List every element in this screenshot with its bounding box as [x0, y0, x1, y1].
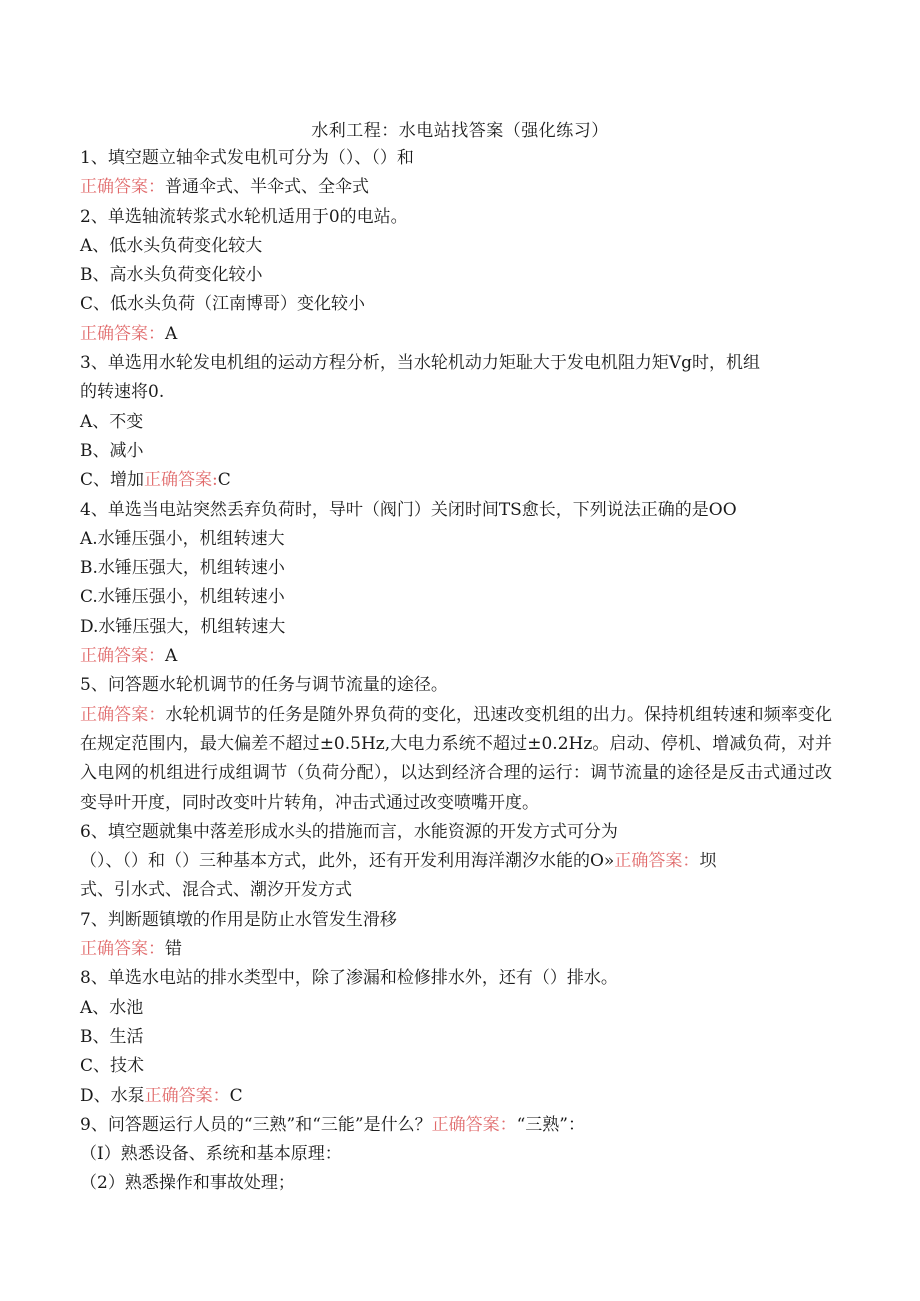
option-3b: B、减小: [80, 440, 144, 461]
answer-9-point-2: （2）熟悉操作和事故处理；: [80, 1173, 295, 1194]
question-4: 4、单选当电站突然丢弃负荷时，导叶（阀门）关闭时间TS愈长，下列说法正确的是OO: [80, 499, 737, 520]
answer-label: 正确答案：: [431, 1114, 517, 1135]
answer-text: 水轮机调节的任务是随外界负荷的变化，迅速改变机组的出力。保持机组转速和频率变化在规定范围内，最大偏差不超过±0.5Hz,大电力系统不超过±0.2Hz。启动、停机、增减负荷，对并入电网的机组进行成组调节（负荷分配），以达到经济合理的运行：调节流量的途径是反击式通过改变导叶开度，同时改变叶片转角，冲击式通过改变喷嘴开度。: [80, 704, 833, 813]
answer-label: 正确答案：: [144, 1085, 230, 1106]
answer-1: [80, 173, 832, 202]
option-8b: B、生活: [80, 1026, 144, 1047]
answer-text: A: [165, 646, 178, 667]
answer-text: C: [229, 1085, 243, 1106]
question-2: 2、单选轴流转浆式水轮机适用于0的电站。: [80, 206, 408, 227]
answer-text: 错: [165, 939, 182, 960]
option-4b: B.水锤压强大，机组转速小: [80, 558, 285, 579]
option-2c: C、低水头负荷（江南博哥）变化较小: [80, 294, 366, 315]
question-6-text: （）、（）和（）三种基本方式，此外，还有开发利用海洋潮汐水能的O»: [80, 851, 615, 872]
answer-label: 正确答案：: [80, 646, 165, 667]
question-3-line-1: 3、单选用水轮发电机组的运动方程分析，当水轮机动力矩耻大于发电机阻力矩Vg时，机组: [80, 353, 760, 374]
option-4c: C.水锤压强小，机组转速小: [80, 587, 285, 608]
answer-label: 正确答案：: [614, 851, 700, 872]
answer-7: [80, 935, 832, 964]
option-8d: D、水泵: [80, 1085, 145, 1106]
question-9-text: 9、问答题运行人员的“三熟”和“三能”是什么？: [80, 1114, 432, 1135]
answer-9-point-1: （I）熟悉设备、系统和基本原理：: [80, 1144, 342, 1165]
question-1: 1、填空题立轴伞式发电机可分为（）、（）和: [80, 148, 414, 168]
option-4a: A.水锤压强小，机组转速大: [80, 528, 285, 549]
question-5: 5、问答题水轮机调节的任务与调节流量的途径。: [80, 675, 448, 696]
document-body: [80, 144, 832, 1199]
answer-4: [80, 642, 832, 671]
answer-text: 普通伞式、半伞式、全伞式: [165, 177, 369, 198]
option-8a: A、水池: [80, 997, 144, 1018]
option-8d-with-answer: [80, 1082, 832, 1111]
option-4d: D.水锤压强大，机组转速大: [80, 616, 286, 637]
question-9: [80, 1111, 832, 1140]
question-7: 7、判断题镇墩的作用是防止水管发生滑移: [80, 909, 397, 930]
option-3a: A、不变: [80, 411, 144, 432]
question-6-line-1: 6、填空题就集中落差形成水头的措施而言，水能资源的开发方式可分为: [80, 821, 618, 842]
answer-text: C: [217, 470, 231, 491]
question-6-line-2: [80, 847, 832, 876]
option-8c: C、技术: [80, 1056, 145, 1077]
option-3c-with-answer: [80, 466, 832, 495]
answer-text: 坝: [699, 851, 717, 872]
answer-label: 正确答案：: [80, 323, 165, 344]
answer-label: 正确答案：: [80, 177, 165, 198]
answer-label: 正确答案：: [80, 704, 166, 725]
answer-6-continued: 式、引水式、混合式、潮汐开发方式: [80, 880, 352, 901]
answer-text: A: [165, 323, 178, 344]
answer-5: [80, 701, 832, 818]
answer-label: 正确答案:: [144, 470, 218, 491]
question-8: 8、单选水电站的排水类型中，除了渗漏和检修排水外，还有（）排水。: [80, 968, 618, 989]
document-title: 水利工程：水电站找答案（强化练习）: [311, 121, 609, 141]
answer-text: “三熟”：: [516, 1114, 585, 1135]
answer-label: 正确答案：: [80, 939, 165, 960]
option-2b: B、高水头负荷变化较小: [80, 265, 263, 286]
option-2a: A、低水头负荷变化较大: [80, 235, 263, 256]
answer-2: [80, 320, 832, 349]
option-3c: C、增加: [80, 470, 145, 491]
question-3-line-2: 的转速将0.: [80, 382, 165, 403]
